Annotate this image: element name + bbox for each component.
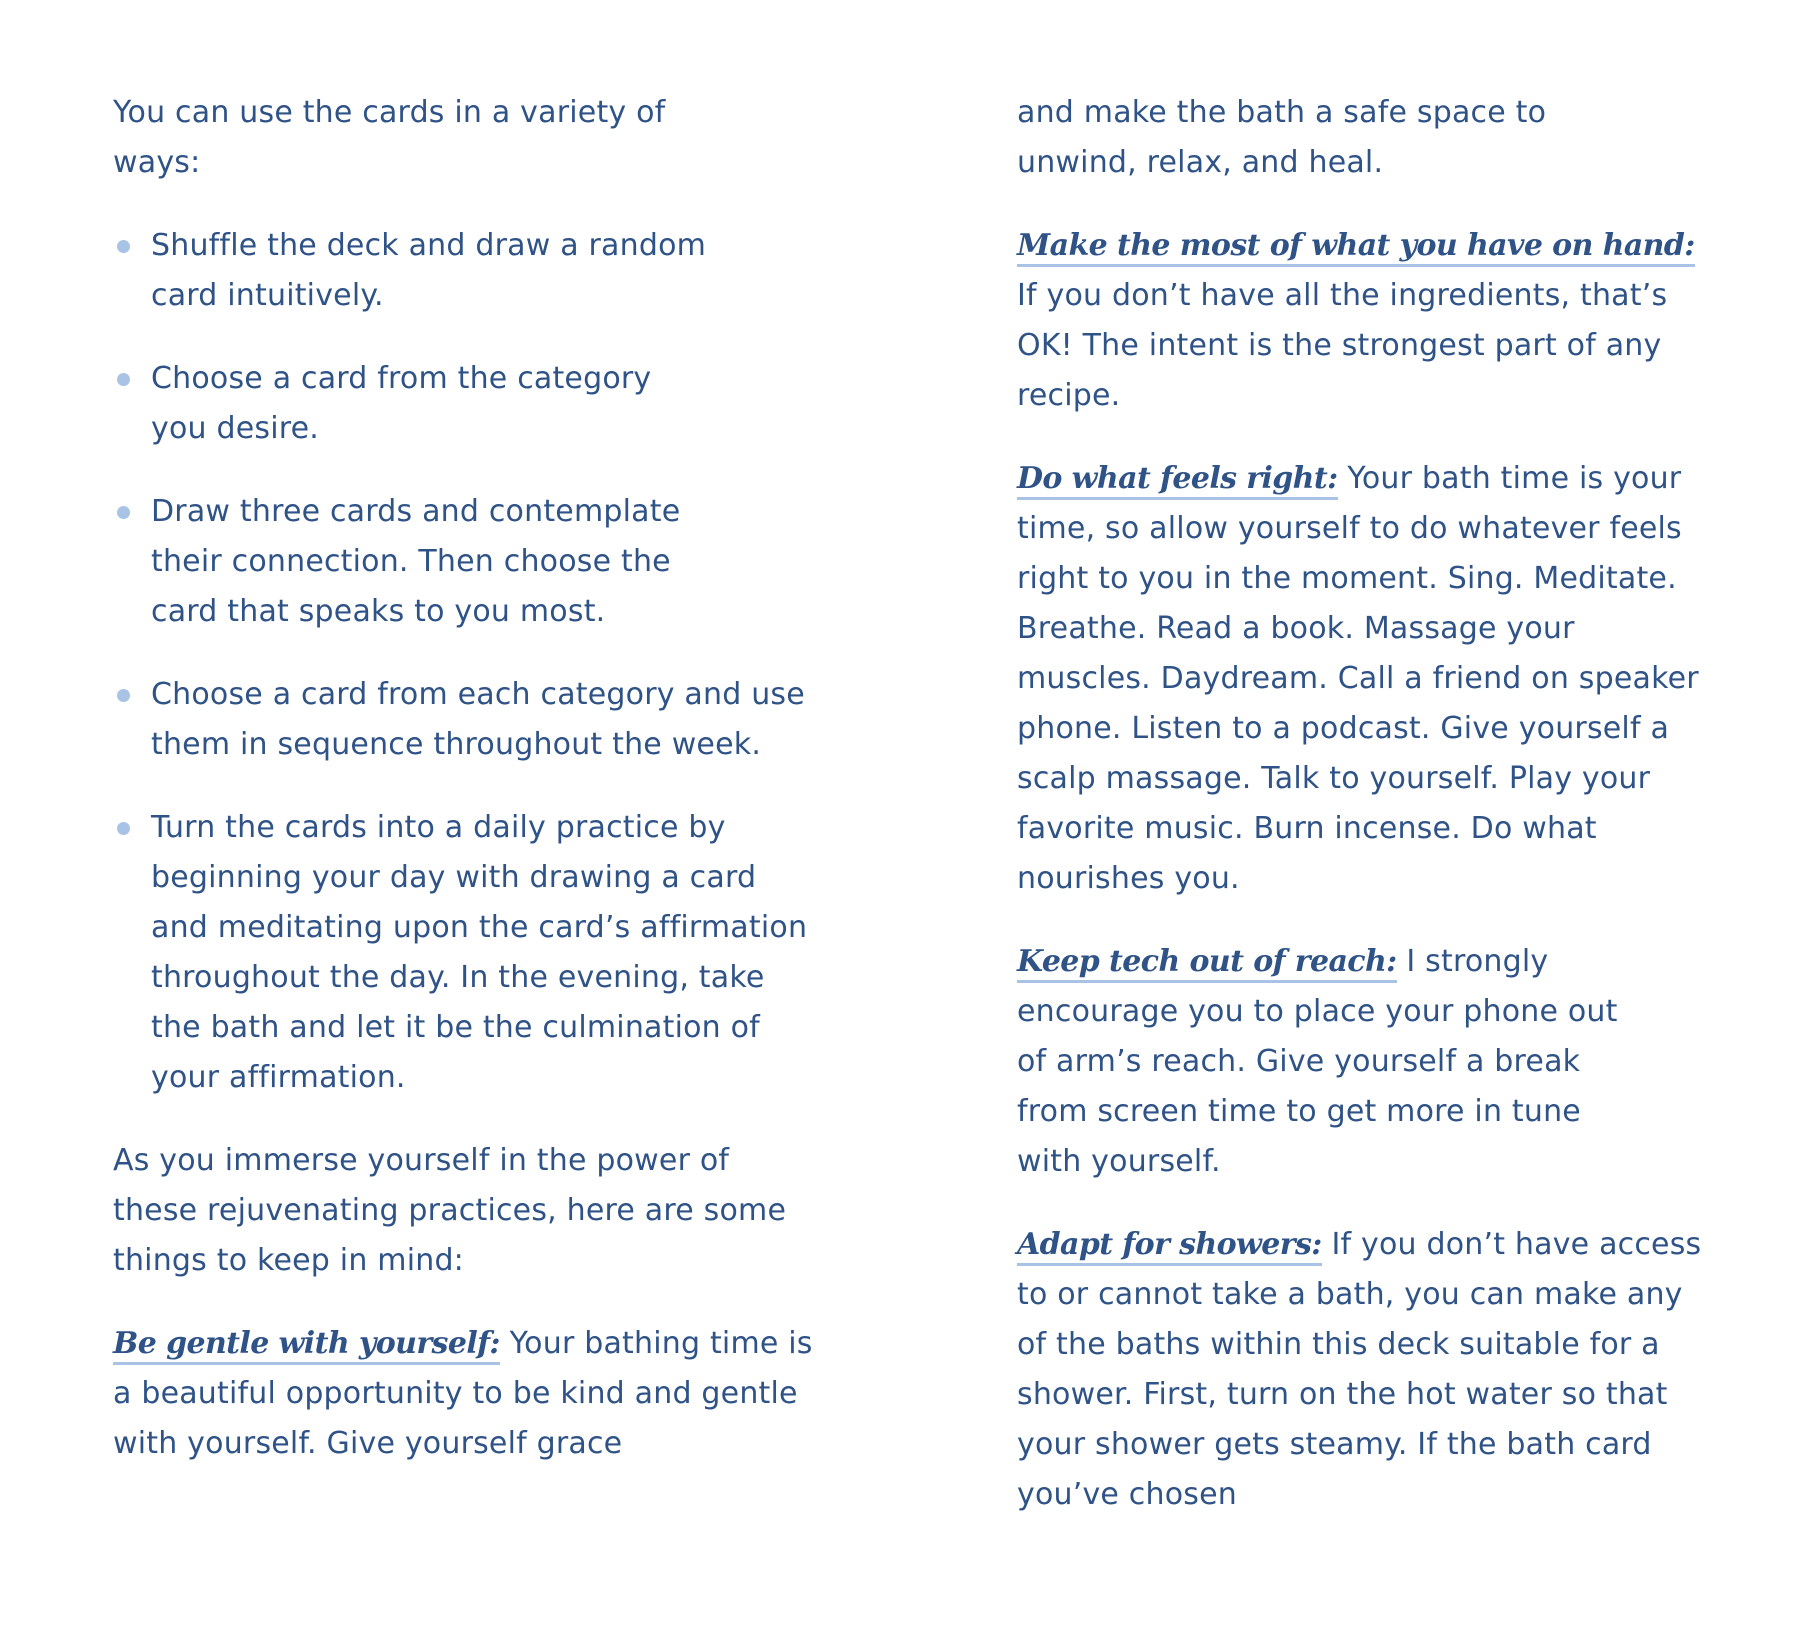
intro-text: You can use the cards in a variety of ways: xyxy=(113,95,666,180)
tip-ingredients xyxy=(1017,221,1717,421)
bullet-dot-icon xyxy=(117,506,130,519)
usage-list xyxy=(113,221,813,1103)
tip-body: If you don’t have all the ingredients, that’s OK! The intent is the strongest part of any recipe. xyxy=(1017,278,1668,413)
tip-title: Do what feels right: xyxy=(1017,461,1338,500)
list-item xyxy=(113,803,811,1103)
list-item xyxy=(113,354,711,454)
list-item xyxy=(113,487,711,637)
tip-tech xyxy=(1017,937,1637,1187)
tip-body: Your bath time is your time, so allow yourself to do whatever feels right to you in the moment. Sing. Meditate. Breathe. Read a book. Massage your muscles. Daydream. Call a friend on speaker phone. Listen to a podcast. Give yourself a scalp massage. Talk to yourself. Play your favorite music. Burn incense. Do what nourishes you. xyxy=(1017,461,1699,896)
list-item-text: Shuffle the deck and draw a random card intuitively. xyxy=(151,228,707,313)
tip-showers xyxy=(1017,1220,1707,1520)
list-item-text: Choose a card from the category you desire. xyxy=(151,361,652,446)
tip-title: Be gentle with yourself: xyxy=(113,1326,500,1365)
immerse-text: As you immerse yourself in the power of these rejuvenating practices, here are some things to keep in mind: xyxy=(113,1143,787,1278)
tip-title: Keep tech out of reach: xyxy=(1017,944,1397,983)
tip-title: Adapt for showers: xyxy=(1017,1227,1322,1266)
tip-title: Make the most of what you have on hand: xyxy=(1017,228,1695,267)
left-page xyxy=(113,88,813,1502)
bullet-dot-icon xyxy=(117,373,130,386)
bullet-dot-icon xyxy=(117,689,130,702)
continuation-text: and make the bath a safe space to unwind, relax, and heal. xyxy=(1017,95,1547,180)
list-item xyxy=(113,221,711,321)
list-item-text: Draw three cards and contemplate their connection. Then choose the card that speaks to you most. xyxy=(151,494,681,629)
bullet-dot-icon xyxy=(117,240,130,253)
tip-body: Your bathing time is a beautiful opportunity to be kind and gentle with yourself. Give yourself grace xyxy=(113,1326,813,1461)
tip-gentle xyxy=(113,1319,813,1469)
tip-body: I strongly encourage you to place your phone out of arm’s reach. Give yourself a break from screen time to get more in tune with yourself. xyxy=(1017,944,1618,1179)
tip-body: If you don’t have access to or cannot take a bath, you can make any of the baths within this deck suitable for a shower. First, turn on the hot water so that your shower gets steamy. If the bath card you’ve chosen xyxy=(1017,1227,1702,1512)
list-item xyxy=(113,670,811,770)
list-item-text: Choose a card from each category and use them in sequence throughout the week. xyxy=(151,677,805,762)
list-item-text: Turn the cards into a daily practice by beginning your day with drawing a card and meditating upon the card’s affirmation throughout the day. In the evening, take the bath and let it be the culmination of your affirmation. xyxy=(151,810,808,1095)
right-page xyxy=(1017,88,1727,1553)
bullet-dot-icon xyxy=(117,822,130,835)
tip-feels-right xyxy=(1017,454,1717,904)
